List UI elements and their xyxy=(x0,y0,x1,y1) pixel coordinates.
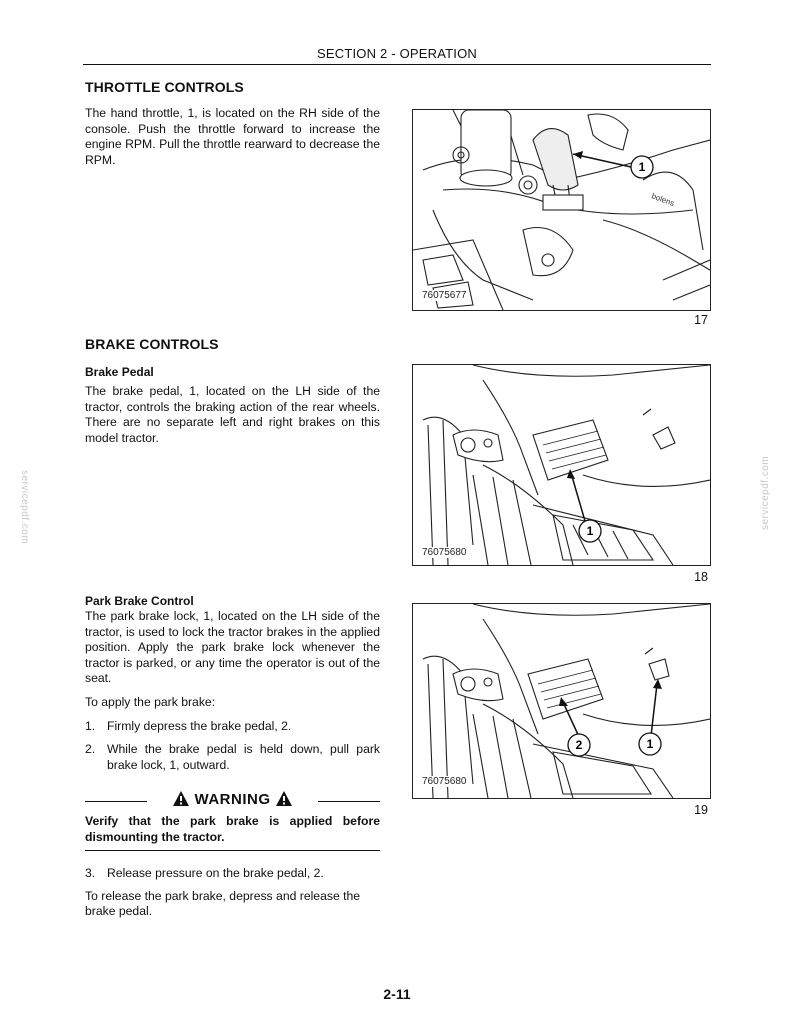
figure-code: 76075680 xyxy=(422,776,467,787)
figure-park-brake xyxy=(412,603,711,799)
warning-triangle-icon xyxy=(275,790,293,807)
throttle-body: The hand throttle, 1, is located on the RH side of the console. Push the throttle forward to increase the engine RPM. Pull the throttle rearward to decrease the RPM. xyxy=(85,106,380,167)
release-steps xyxy=(85,866,380,882)
figure-number: 17 xyxy=(694,313,708,327)
throttle-section xyxy=(85,79,380,168)
apply-intro: To apply the park brake: xyxy=(85,694,216,709)
warning-text: Verify that the park brake is applied before dismounting the tractor. xyxy=(85,814,380,844)
step-text: Release pressure on the brake pedal, 2. xyxy=(107,866,324,880)
figure-code: 76075680 xyxy=(422,547,467,558)
figure-brake-pedal xyxy=(412,364,711,566)
step-item xyxy=(85,866,380,882)
watermark-left: servicepdf.com xyxy=(19,470,30,545)
warning-label-row xyxy=(85,790,380,808)
figure-code: 76075677 xyxy=(422,290,467,301)
warning-triangle-icon xyxy=(172,790,190,807)
step-text: Firmly depress the brake pedal, 2. xyxy=(107,718,292,733)
brake-pedal-heading: Brake Pedal xyxy=(85,365,154,379)
header-rule xyxy=(83,64,711,65)
release-section xyxy=(85,866,380,920)
brake-heading: BRAKE CONTROLS xyxy=(85,336,219,352)
callout-2-fig19: 2 xyxy=(575,738,583,752)
park-brake-section xyxy=(85,594,380,781)
step-number: 2. xyxy=(85,742,96,757)
warning-banner xyxy=(85,790,380,812)
section-header: SECTION 2 - OPERATION xyxy=(317,46,477,61)
brake-section xyxy=(85,336,380,446)
step-number: 3. xyxy=(85,866,96,880)
park-brake-body: The park brake lock, 1, located on the LH side of the tractor, is used to lock the tractor brakes in the applied position. Apply the park brake lock whenever the tractor is parked, or any time the operator is out of the seat. xyxy=(85,609,380,686)
step-text: While the brake pedal is held down, pull park brake lock, 1, outward. xyxy=(107,742,380,772)
park-brake-heading: Park Brake Control xyxy=(85,594,194,608)
throttle-illustration xyxy=(413,110,710,310)
warning-label: WARNING xyxy=(194,791,271,808)
park-brake-illustration xyxy=(413,604,710,798)
figure-throttle xyxy=(412,109,711,311)
callout-1-fig18: 1 xyxy=(586,524,594,538)
svg-text:bolens: bolens xyxy=(650,191,676,208)
step-item xyxy=(85,742,380,773)
brake-pedal-body: The brake pedal, 1, located on the LH side of the tractor, controls the braking action of the rear wheels. There are no separate left and right brakes on this model tractor. xyxy=(85,384,380,445)
throttle-heading: THROTTLE CONTROLS xyxy=(85,79,244,95)
figure-number: 19 xyxy=(694,803,708,817)
brake-pedal-illustration xyxy=(413,365,710,565)
step-item xyxy=(85,719,380,735)
warning-bottom-rule xyxy=(85,850,380,851)
callout-1-fig17: 1 xyxy=(638,160,646,174)
apply-steps xyxy=(85,719,380,774)
watermark-right: servicepdf.com xyxy=(760,455,771,530)
page-number: 2-11 xyxy=(383,986,411,1002)
step-number: 1. xyxy=(85,718,96,733)
callout-1-fig19: 1 xyxy=(646,737,654,751)
figure-number: 18 xyxy=(694,570,708,584)
release-text: To release the park brake, depress and release the brake pedal. xyxy=(85,888,361,919)
